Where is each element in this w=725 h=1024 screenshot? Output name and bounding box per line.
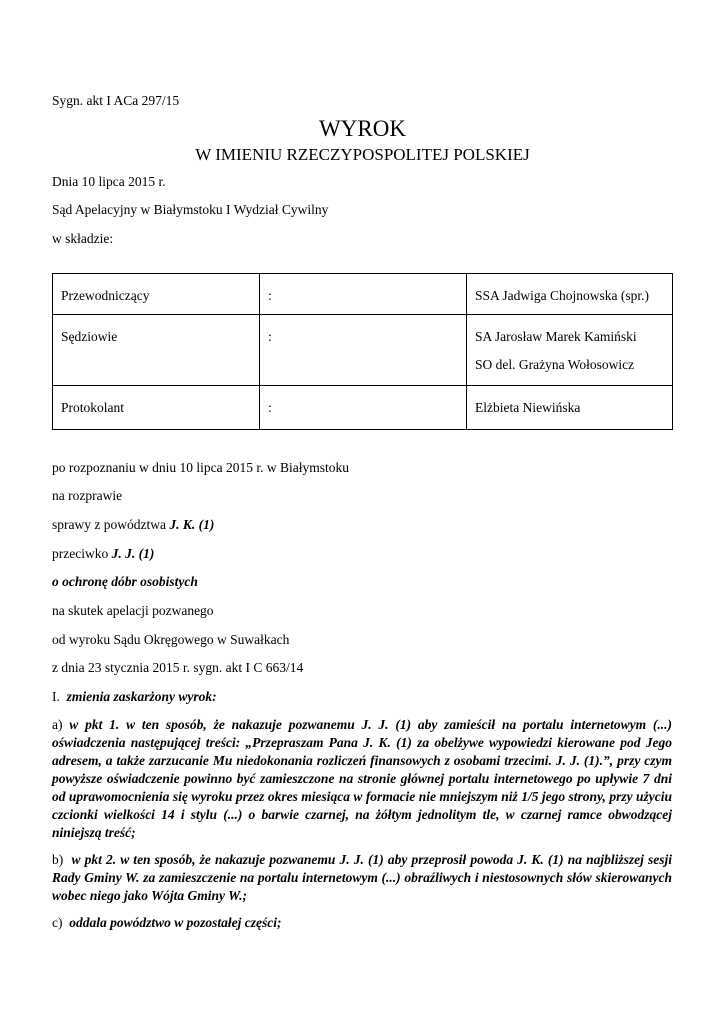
role-cell: Sędziowie <box>53 315 260 386</box>
separator-cell: : <box>260 274 467 315</box>
item-label: a) <box>52 717 63 732</box>
ruling-item-c <box>52 914 282 931</box>
case-subject: o ochronę dóbr osobistych <box>52 574 198 589</box>
separator-cell: : <box>260 386 467 430</box>
document-title: WYROK <box>319 116 406 141</box>
item-label: b) <box>52 852 64 867</box>
table-row <box>53 274 673 315</box>
proceedings-line: na rozprawie <box>52 488 123 503</box>
case-signature: Sygn. akt I ACa 297/15 <box>52 93 180 108</box>
judge-name: SO del. Grażyna Wołosowicz <box>475 357 635 372</box>
proceedings-line: od wyroku Sądu Okręgowego w Suwałkach <box>52 632 290 647</box>
proceedings-line: na skutek apelacji pozwanego <box>52 603 214 618</box>
ruling-point-1 <box>52 688 217 705</box>
defendant-line <box>52 545 154 562</box>
name-cell: Elżbieta Niewińska <box>467 386 673 430</box>
table-row <box>53 315 673 386</box>
point-text: zmienia zaskarżony wyrok: <box>66 689 217 704</box>
ruling-item-a <box>52 716 672 842</box>
name-cell <box>467 315 673 386</box>
role-cell: Protokolant <box>53 386 260 430</box>
item-label: c) <box>52 915 63 930</box>
table-row <box>53 386 673 430</box>
defendant-prefix: przeciwko <box>52 546 112 561</box>
proceedings-line: z dnia 23 stycznia 2015 r. sygn. akt I C 663/14 <box>52 660 304 675</box>
item-text: w pkt 1. w ten sposób, że nakazuje pozwanemu J. J. (1) aby zamieścił na portalu internetowym (...) oświadczenia następującej treści: „Przepraszam Pana J. K. (1) za obelżywe wypowiedzi kierowane pod Jego adresem, a także zarzucanie Mu niedokonania rozliczeń finansowych z osobami trzecimi. J. J. (1).”, przy czym powyższe oświadczenie powinno być zamieszczone na stronie głównej portalu internetowego po upływie 7 dni od uprawomocnienia się wyroku przez okres miesiąca w formacie nie mniejszym niż 1/5 jego strony, przy użyciu czcionki wielkości 14 i stylu (...) o barwie czarnej, na żółtym jednolitym tle, w czarnej ramce obwodzącej niniejszą treść; <box>52 717 672 840</box>
role-cell: Przewodniczący <box>53 274 260 315</box>
plaintiff-prefix: sprawy z powództwa <box>52 517 170 532</box>
ruling-item-b <box>52 851 672 905</box>
proceedings-line: po rozpoznaniu w dniu 10 lipca 2015 r. w Białymstoku <box>52 460 349 475</box>
point-number: I. <box>52 689 60 704</box>
court-composition-table <box>52 273 673 430</box>
document-subtitle: W IMIENIU RZECZYPOSPOLITEJ POLSKIEJ <box>195 145 530 164</box>
separator-cell: : <box>260 315 467 386</box>
item-text: w pkt 2. w ten sposób, że nakazuje pozwanemu J. J. (1) aby przeprosił powoda J. K. (1) na najbliższej sesji Rady Gminy W. za zamieszczenie na portalu internetowym (...) obraźliwych i niestosownych słów skierowanych wobec niego jako Wójta Gminy W.; <box>52 852 673 903</box>
judge-name: SA Jarosław Marek Kamiński <box>475 329 637 344</box>
name-cell: SSA Jadwiga Chojnowska (spr.) <box>467 274 673 315</box>
item-text: oddala powództwo w pozostałej części; <box>69 915 282 930</box>
plaintiff-name: J. K. (1) <box>169 517 215 532</box>
plaintiff-line <box>52 516 214 533</box>
court-name: Sąd Apelacyjny w Białymstoku I Wydział Cywilny <box>52 202 329 217</box>
defendant-name: J. J. (1) <box>111 546 155 561</box>
judgment-date: Dnia 10 lipca 2015 r. <box>52 174 166 189</box>
composition-intro: w składzie: <box>52 231 114 246</box>
